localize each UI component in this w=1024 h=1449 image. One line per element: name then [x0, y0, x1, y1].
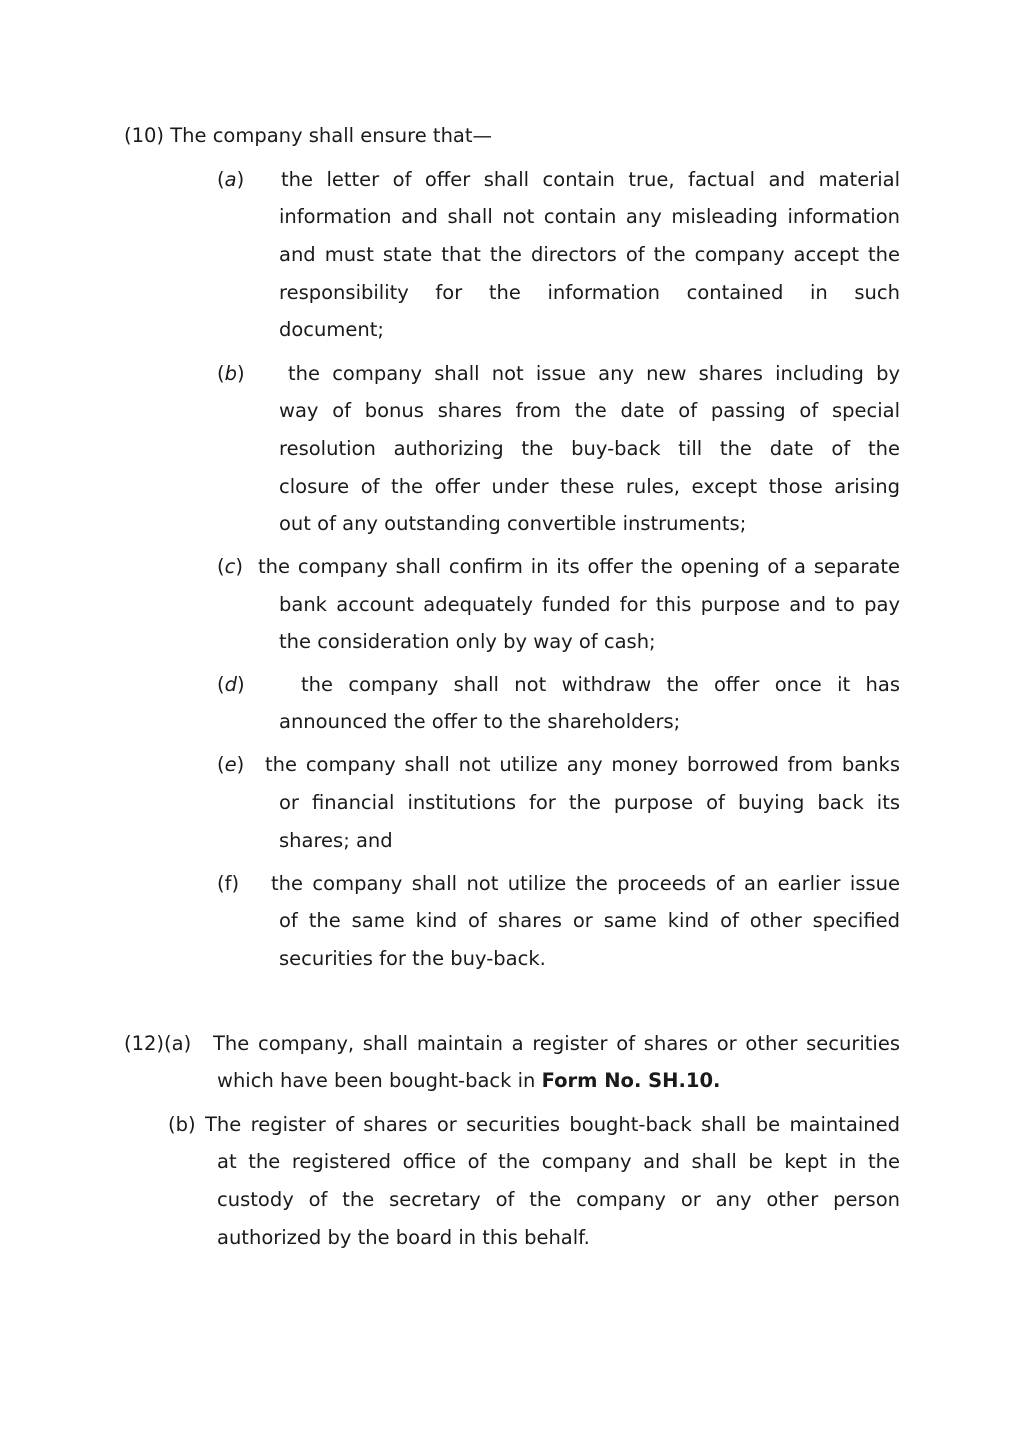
para-12b-line-4: authorized by the board in this behalf.: [217, 1226, 590, 1249]
item-f-line-2: of the same kind of shares or same kind of other specified: [279, 909, 900, 932]
item-c-line-1: the company shall confirm in its offer the opening of a separate: [258, 555, 900, 578]
para-12b-line-2: at the registered office of the company and shall be kept in the: [217, 1150, 900, 1173]
item-e-line-2: or financial institutions for the purpose of buying back its: [279, 791, 900, 814]
item-e-line-3: shares; and: [279, 829, 393, 852]
item-e-line-1: the company shall not utilize any money borrowed from banks: [265, 753, 900, 776]
item-a-line-4: responsibility for the information contained in such: [279, 281, 900, 304]
item-a-label: (a): [217, 168, 245, 191]
item-b-line-2: way of bonus shares from the date of passing of special: [279, 399, 900, 422]
item-c-line-2: bank account adequately funded for this purpose and to pay: [279, 593, 900, 616]
item-b-line-1: the company shall not issue any new shares including by: [288, 362, 900, 385]
item-a-line-1: the letter of offer shall contain true, factual and material: [281, 168, 900, 191]
item-e-label: (e): [217, 753, 245, 776]
item-d-line-1: the company shall not withdraw the offer once it has: [301, 673, 900, 696]
item-b-label: (b): [217, 362, 245, 385]
para-12a-line-2: which have been bought-back in Form No. SH.10.: [217, 1069, 721, 1092]
item-f-line-1: the company shall not utilize the proceeds of an earlier issue: [271, 872, 900, 895]
item-d-label: (d): [217, 673, 245, 696]
para-10-heading: (10) The company shall ensure that—: [124, 124, 493, 147]
item-a-line-2: information and shall not contain any misleading information: [279, 205, 900, 228]
item-c-line-3: the consideration only by way of cash;: [279, 630, 656, 653]
item-a-line-3: and must state that the directors of the company accept the: [279, 243, 900, 266]
para-12b-label: (b): [168, 1113, 196, 1136]
item-a-line-5: document;: [279, 318, 384, 341]
item-d-line-2: announced the offer to the shareholders;: [279, 710, 681, 733]
item-f-label: (f): [217, 872, 240, 895]
item-b-line-4: closure of the offer under these rules, except those arising: [279, 475, 900, 498]
form-reference: Form No. SH.10.: [541, 1069, 721, 1092]
para-12a-label: (12)(a): [124, 1032, 192, 1055]
item-c-label: (c): [217, 555, 243, 578]
para-12a-line-1: The company, shall maintain a register of shares or other securities: [213, 1032, 900, 1055]
item-f-line-3: securities for the buy-back.: [279, 947, 546, 970]
item-b-line-5: out of any outstanding convertible instruments;: [279, 512, 747, 535]
item-b-line-3: resolution authorizing the buy-back till the date of the: [279, 437, 900, 460]
para-12b-line-1: The register of shares or securities bought-back shall be maintained: [205, 1113, 900, 1136]
para-12b-line-3: custody of the secretary of the company or any other person: [217, 1188, 900, 1211]
